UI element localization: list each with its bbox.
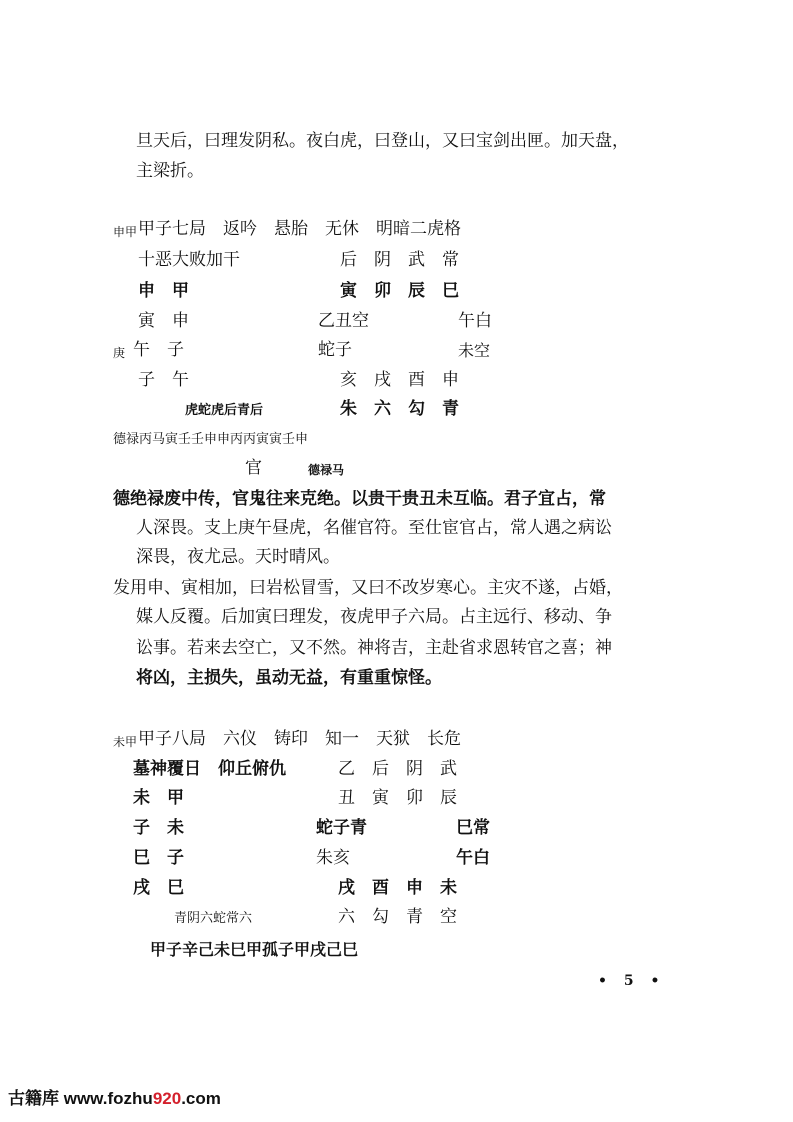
s8-right-row-6: 六 勾 青 空	[338, 907, 457, 927]
s7-left-row-3: 寅 申	[138, 311, 189, 331]
s7-delu-line: 德禄丙马寅壬壬申申丙丙寅寅壬申	[113, 432, 309, 447]
s8-bottom-line: 甲子辛己未巳甲孤子甲戌己巳	[150, 940, 359, 959]
intro-line-2: 主梁折。	[136, 161, 204, 181]
s8-right-row-4b: 午白	[456, 848, 490, 868]
s8-right-row-3a: 蛇子青	[316, 818, 367, 838]
s7-para2-line-3: 讼事。若来去空亡，又不然。神将吉，主赴省求恩转官之喜；神	[136, 638, 612, 658]
s7-guan: 官	[245, 458, 262, 478]
s7-left-row-2: 申 甲	[138, 281, 189, 301]
s7-right-row-1: 后 阴 武 常	[340, 250, 459, 270]
s7-para1-line-1: 德绝禄废中传，官鬼往来克绝。以贵干贵丑未互临。君子宜占，常	[113, 489, 606, 509]
s8-left-row-4: 巳 子	[133, 848, 184, 868]
footer-watermark	[8, 1090, 221, 1107]
s8-right-row-3b: 巳常	[456, 818, 490, 838]
s7-para2-line-2: 媒人反覆。后加寅曰理发，夜虎甲子六局。占主远行、移动、争	[136, 607, 612, 627]
footer-tail: .com	[181, 1089, 221, 1108]
s8-right-row-5: 戌 酉 申 未	[338, 878, 457, 898]
s8-right-row-1: 乙 后 阴 武	[338, 759, 457, 779]
section-8-title: 甲子八局 六仪 铸印 知一 天狱 长危	[138, 729, 461, 749]
s7-right-row-5: 亥 戌 酉 申	[340, 370, 459, 390]
s8-left-row-1: 墓神覆日 仰丘俯仇	[133, 759, 286, 779]
s7-para2-line-1: 发用申、寅相加，曰岩松冒雪，又曰不改岁寒心。主灾不遂，占婚，	[113, 578, 623, 598]
s8-small-left: 青阴六蛇常六	[174, 911, 253, 926]
s7-right-row-4a: 蛇子	[318, 340, 352, 360]
s8-right-row-4a: 朱亥	[316, 848, 350, 868]
s7-para1-line-2: 人深畏。支上庚午昼虎，名催官符。至仕宦官占，常人遇之病讼	[136, 518, 612, 538]
s7-small-left: 虎蛇虎后青后	[185, 403, 264, 418]
s7-right-row-4b: 未空	[458, 341, 491, 360]
s7-right-row-3b: 午白	[458, 311, 492, 331]
s8-left-row-5: 戌 巳	[133, 878, 184, 898]
footer-text: 古籍库 www.fozhu	[8, 1089, 153, 1108]
s7-para2-line-4: 将凶，主损失，虽动无益，有重重惊怪。	[136, 668, 442, 688]
s8-left-row-3: 子 未	[133, 818, 184, 838]
s7-right-row-6: 朱 六 勾 青	[340, 399, 459, 419]
s7-right-row-2: 寅 卯 辰 巳	[340, 281, 459, 301]
s7-right-row-3a: 乙丑空	[318, 311, 369, 331]
s7-delu-ma: 德禄马	[308, 463, 345, 477]
section-7-title: 甲子七局 返吟 悬胎 无休 明暗二虎格	[138, 219, 461, 239]
s7-left-row-4: 午 子	[133, 340, 184, 360]
s8-right-row-2: 丑 寅 卯 辰	[338, 788, 457, 808]
s7-geng-marker: 庚	[113, 346, 126, 360]
page-number: • 5 •	[598, 973, 666, 989]
s7-left-row-1: 十恶大败加干	[138, 250, 240, 270]
section-7-prefix: 申甲	[113, 225, 138, 239]
intro-line-1: 旦天后，曰理发阴私。夜白虎，曰登山，又曰宝剑出匣。加天盘，	[136, 131, 629, 151]
section-8-prefix: 未甲	[113, 735, 138, 749]
s8-left-row-2: 未 甲	[133, 788, 184, 808]
s7-para1-line-3: 深畏，夜尤忌。天时晴风。	[136, 547, 340, 567]
footer-number: 920	[152, 1089, 182, 1108]
s7-left-row-5: 子 午	[138, 370, 189, 390]
